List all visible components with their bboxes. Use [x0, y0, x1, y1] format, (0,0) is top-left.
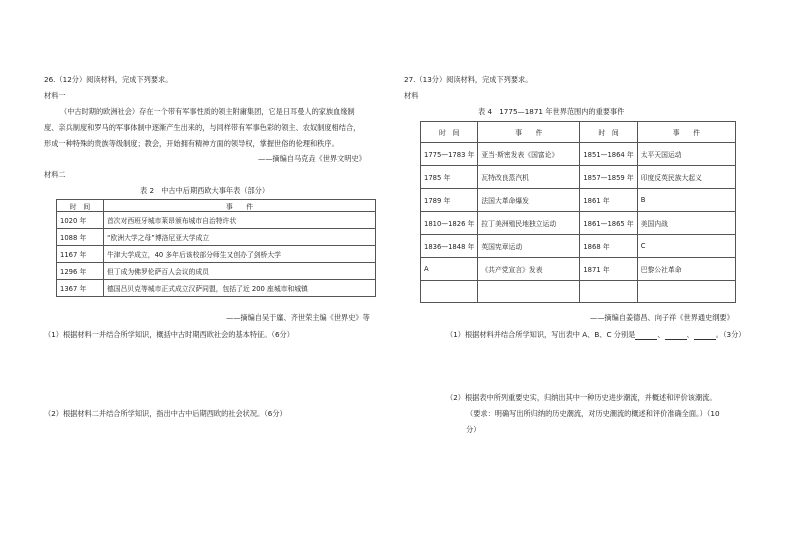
- q27-table-cell: A: [421, 258, 478, 281]
- q27-table-row: [421, 189, 736, 212]
- q26-table-cell: 但丁成为佛罗伦萨百人会议的成员: [104, 263, 376, 280]
- q27-table-cell: [637, 281, 735, 303]
- q27-table-cell: 《共产党宣言》发表: [478, 258, 580, 281]
- q27-table-cell: B: [637, 189, 735, 212]
- q27-table-cell: 英国宪章运动: [478, 235, 580, 258]
- q27-table-cell: 巴黎公社革命: [637, 258, 735, 281]
- q27-source: ——摘编自姜德昌、向子祥《世界通史纲要》: [590, 313, 734, 322]
- q26-material2-label: 材料二: [44, 170, 66, 179]
- answer-blank-b[interactable]: [665, 331, 687, 340]
- q27-table-row: [421, 258, 736, 281]
- q27-table-cell: 1861 年: [580, 189, 637, 212]
- q27-table-cell: 1857—1859 年: [580, 166, 637, 189]
- q27-table-cell: 亚当·斯密发表《国富论》: [478, 143, 580, 166]
- q27-table-cell: [478, 281, 580, 303]
- q26-table-cell: 德国吕贝克等城市正式成立汉萨同盟，包括了近 200 座城市和城镇: [104, 280, 376, 297]
- q27-table-cell: 1775—1783 年: [421, 143, 478, 166]
- q27-table-row: [421, 166, 736, 189]
- q27-table-cell: C: [637, 235, 735, 258]
- q27-table-title: 表 4 1775—1871 年世界范围内的重要事件: [478, 107, 625, 116]
- q26-table-header: 时 间: [57, 200, 104, 212]
- q26-table-title: 表 2 中古中后期西欧大事年表（部分）: [140, 186, 270, 195]
- q27-table-cell: [580, 281, 637, 303]
- q26-table-row: [57, 246, 376, 263]
- q27-table-header: 时 间: [580, 122, 637, 143]
- q26-subquestion-2: （2）根据材料二并结合所学知识，指出中古中后期西欧的社会状况。（6分）: [44, 409, 287, 418]
- q26-table-cell: 1020 年: [57, 212, 104, 229]
- q27-table-cell: 太平天国运动: [637, 143, 735, 166]
- q26-table-cell: “欧洲大学之母”博洛尼亚大学成立: [104, 229, 376, 246]
- q27-table-cell: 1868 年: [580, 235, 637, 258]
- q27-table-cell: 印度反英民族大起义: [637, 166, 735, 189]
- q27-table-cell: 1861—1865 年: [580, 212, 637, 235]
- q26-table-row: [57, 229, 376, 246]
- q27-table-cell: 1789 年: [421, 189, 478, 212]
- q27-table-header: 事 件: [478, 122, 580, 143]
- q27-table-cell: 美国内战: [637, 212, 735, 235]
- q26-table-cell: 牛津大学成立，40 多年后该校部分师生又创办了剑桥大学: [104, 246, 376, 263]
- q26-table-cell: 1167 年: [57, 246, 104, 263]
- q27-subquestion-2: （2）根据表中所列重要史实，归纳出其中一种历史进步潮流，并概述和评价该潮流。: [446, 393, 717, 402]
- q27-subquestion-1: [446, 330, 745, 340]
- q26-table-row: [57, 212, 376, 229]
- q27-table-row: [421, 235, 736, 258]
- q27-material-label: 材料: [404, 91, 419, 100]
- q26-table-cell: 1296 年: [57, 263, 104, 280]
- q27-subquestion-2-requirement: （要求：明确写出所归纳的历史潮流，对历史潮流的概述和评价准确全面。）（10: [466, 409, 720, 418]
- q26-material1-source: ——摘编自马克垚《世界文明史》: [258, 154, 366, 163]
- q27-table-row: [421, 212, 736, 235]
- q27-table-header: 时 间: [421, 122, 478, 143]
- answer-blank-a[interactable]: [635, 331, 657, 340]
- q27-table-row: [421, 281, 736, 303]
- q27-heading: 27.（13分）阅读材料，完成下列要求。: [404, 75, 533, 84]
- q27-event-table: [420, 121, 736, 303]
- q27-separator: 、: [686, 330, 694, 339]
- q26-material1-line3: 形成一种特殊的贵族等级制度；教会，开始拥有精神方面的领导权，掌握世俗的伦理和秩序。: [44, 139, 339, 148]
- answer-blank-c[interactable]: [694, 331, 716, 340]
- q26-table-cell: 1088 年: [57, 229, 104, 246]
- q27-table-cell: 法国大革命爆发: [478, 189, 580, 212]
- q26-table-cell: 1367 年: [57, 280, 104, 297]
- q26-material1-line2: 度、亲兵制度和罗马的军事体制中逐渐产生出来的，与同样带有军事色彩的领主、农奴制度相结合，: [44, 123, 361, 132]
- q26-table-row: [57, 263, 376, 280]
- q26-subquestion-1: （1）根据材料一并结合所学知识，概括中古时期西欧社会的基本特征。（6分）: [44, 330, 294, 339]
- q26-event-table: [56, 199, 376, 297]
- q27-separator: 、: [657, 330, 665, 339]
- q27-table-cell: 瓦特改良蒸汽机: [478, 166, 580, 189]
- q27-table-header: 事 件: [637, 122, 735, 143]
- q26-material1-line1: （中古时期的欧洲社会）存在一个带有军事性质的领主附庸集团，它是日耳曼人的家族血缘制: [60, 107, 355, 116]
- q27-table-cell: [421, 281, 478, 303]
- q27-table-cell: 1836—1848 年: [421, 235, 478, 258]
- q27-table-cell: 1851—1864 年: [580, 143, 637, 166]
- q27-table-row: [421, 143, 736, 166]
- q26-material1-label: 材料一: [44, 91, 66, 100]
- q26-material2-source: ——摘编自吴于廑、齐世荣主编《世界史》等: [226, 313, 370, 322]
- q26-table-header: 事 件: [104, 200, 376, 212]
- q26-table-cell: 首次对西班牙城市莱昂颁布城市自治特许状: [104, 212, 376, 229]
- q27-table-cell: 1785 年: [421, 166, 478, 189]
- q27-subquestion-1-text: （1）根据材料并结合所学知识，写出表中 A、B、C 分别是: [446, 330, 636, 339]
- q27-table-cell: 拉丁美洲殖民地独立运动: [478, 212, 580, 235]
- q27-table-cell: 1871 年: [580, 258, 637, 281]
- q26-table-row: [57, 280, 376, 297]
- q26-heading: 26.（12分）阅读材料，完成下列要求。: [44, 75, 173, 84]
- q27-subquestion-1-score: 。（3分）: [715, 330, 746, 339]
- q27-table-cell: 1810—1826 年: [421, 212, 478, 235]
- q27-subquestion-2-score: 分）: [466, 425, 481, 434]
